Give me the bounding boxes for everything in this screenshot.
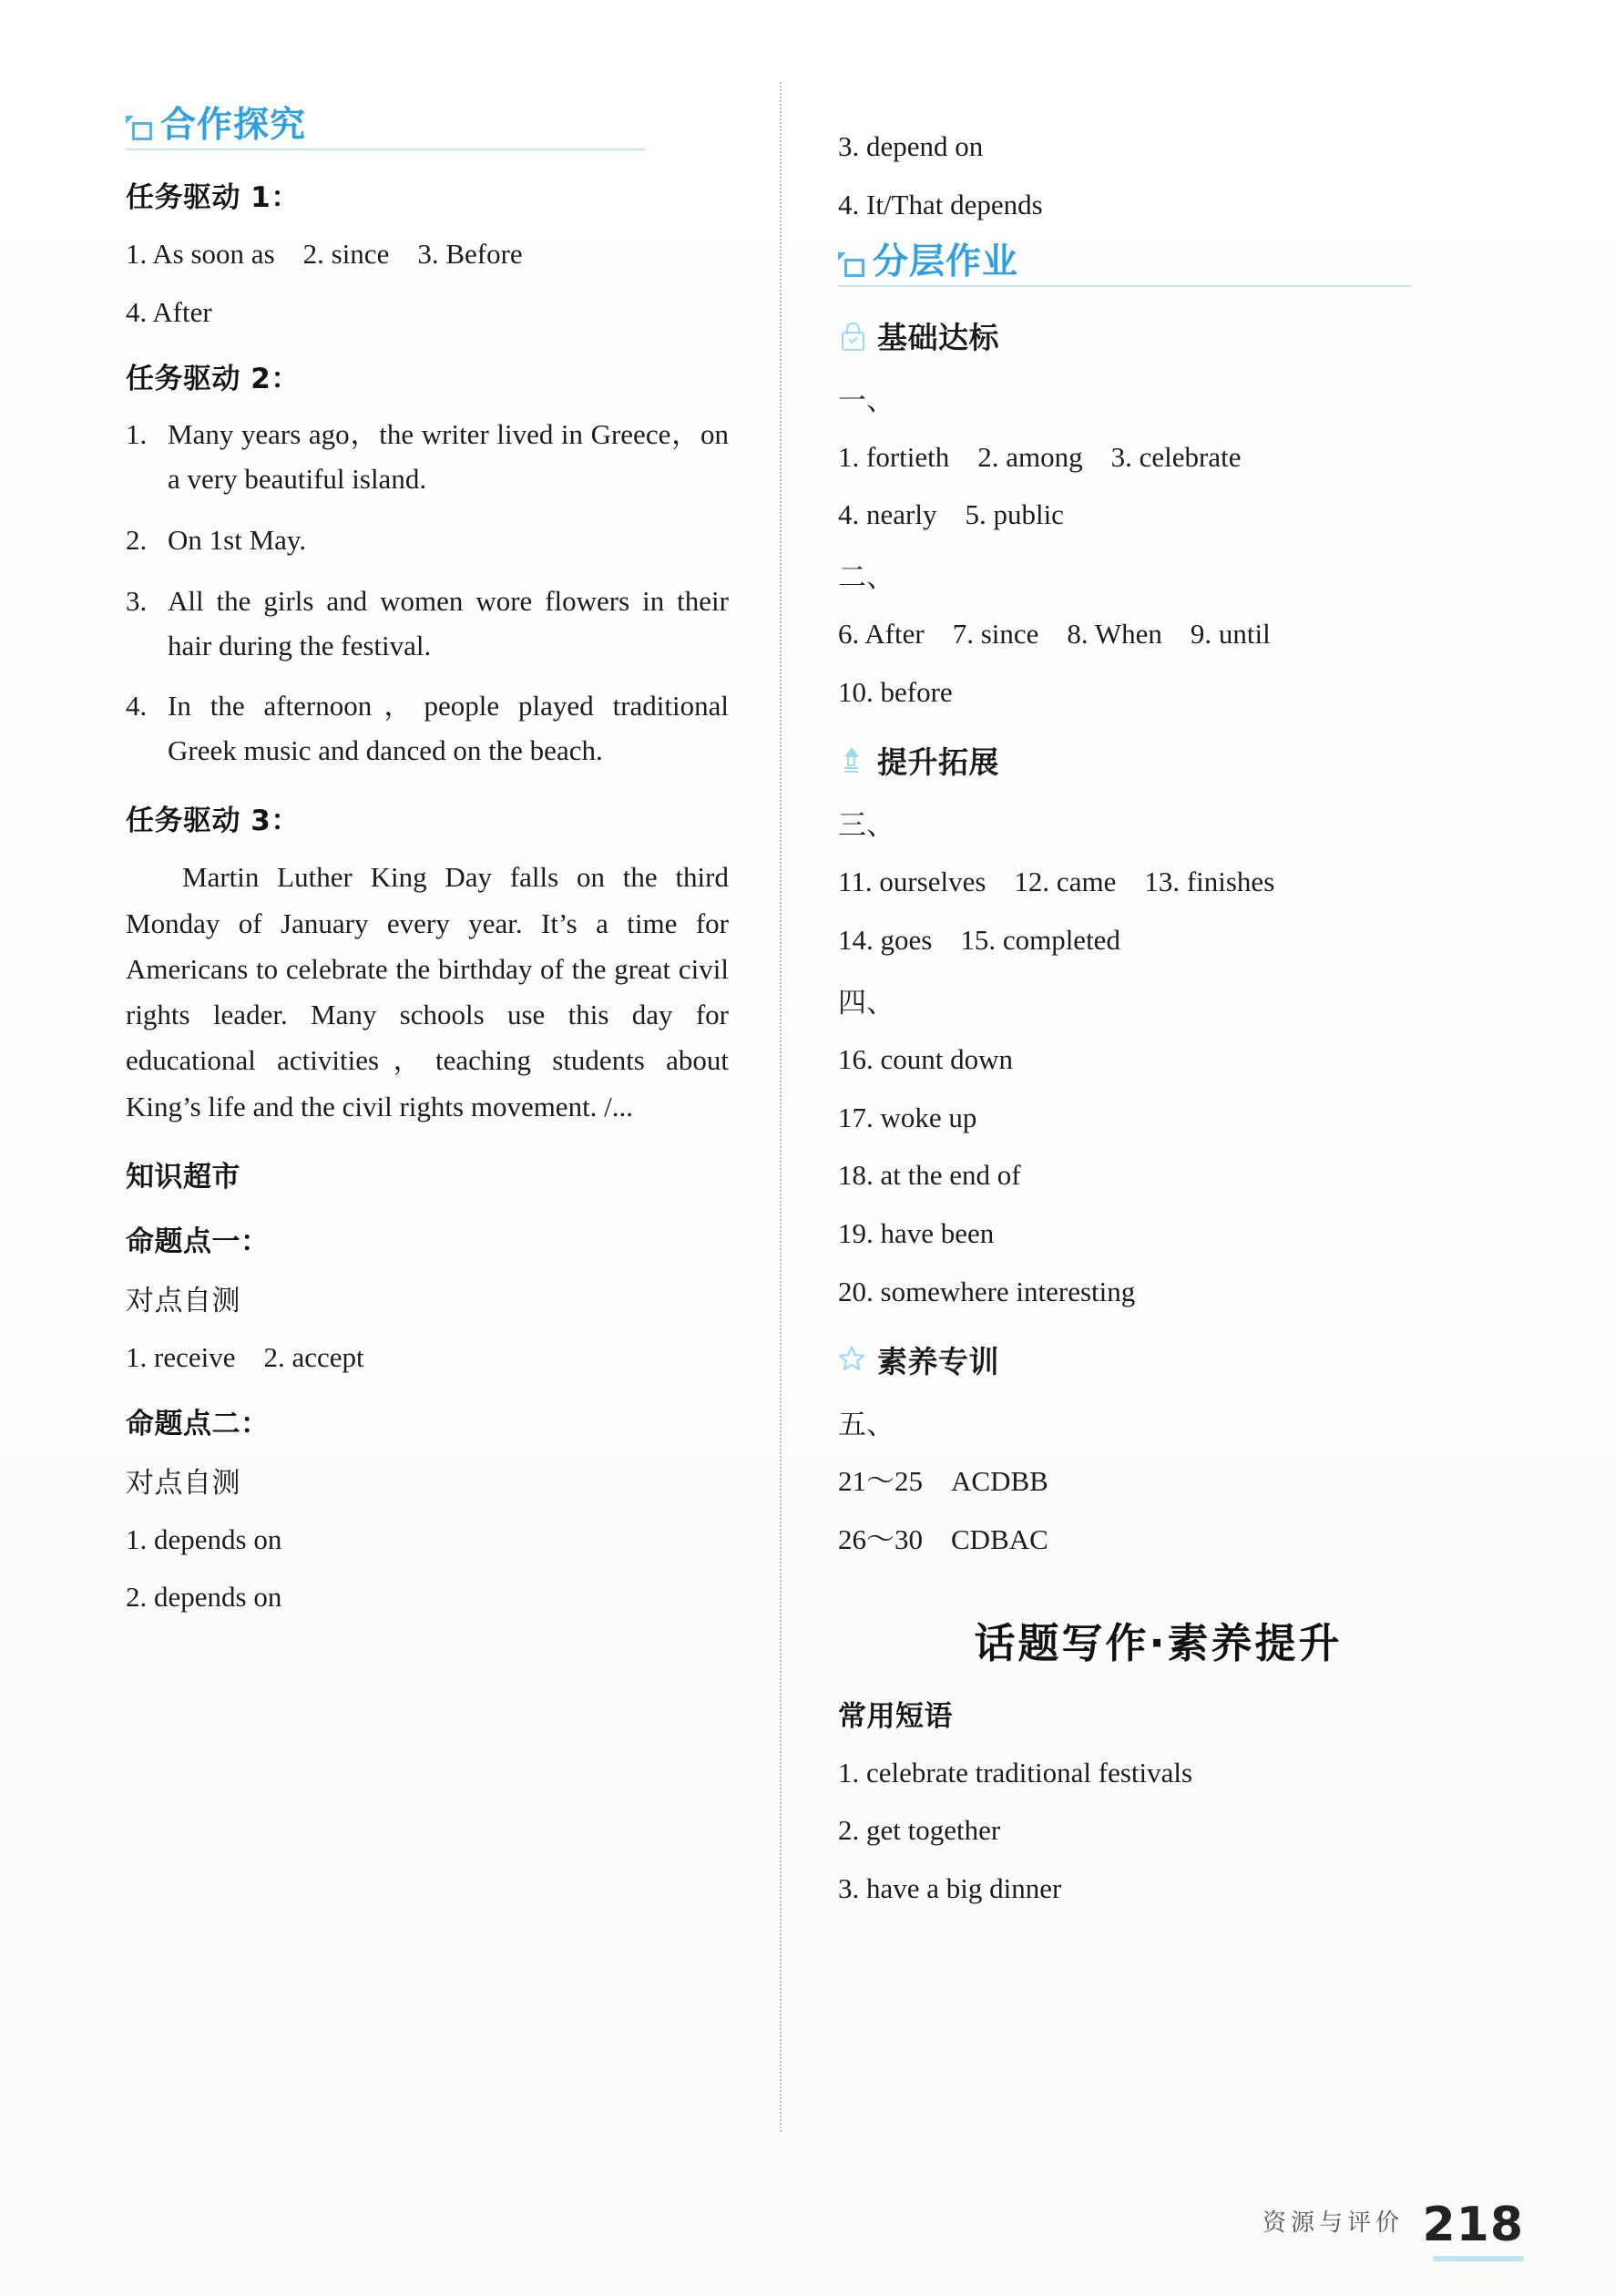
list-marker: 1. bbox=[126, 417, 148, 450]
group-2-line-1: 6. After 7. since 8. When 9. until bbox=[838, 618, 1271, 651]
knowledge-point-2-answer-line-2: 2. depends on bbox=[126, 1581, 282, 1614]
task2-item-3 bbox=[126, 579, 729, 669]
knowledge-title: 知识超市 bbox=[126, 1160, 240, 1194]
list-text: On 1st May. bbox=[168, 523, 307, 556]
list-text: All the girls and women wore flowers in their hair during the festival. bbox=[168, 584, 729, 661]
section-header-cooperative-inquiry bbox=[126, 105, 729, 146]
group-1-line-2: 4. nearly 5. public bbox=[838, 498, 1064, 531]
group-3-line-1: 11. ourselves 12. came 13. finishes bbox=[838, 866, 1275, 897]
group-label-4: 四、 bbox=[838, 986, 894, 1019]
star-icon bbox=[838, 1345, 865, 1374]
group-2-line-2: 10. before bbox=[838, 676, 953, 709]
list-text: In the afternoon，people played traditional Greek music and danced on the beach. bbox=[168, 690, 729, 767]
group-label-1: 一、 bbox=[838, 384, 894, 416]
carryover-answer-3: 3. depend on bbox=[838, 130, 984, 162]
group-4-line-5: 20. somewhere interesting bbox=[838, 1276, 1136, 1308]
group-4-line-3: 18. at the end of bbox=[838, 1159, 1021, 1192]
carryover-answer-4: 4. It/That depends bbox=[838, 188, 1043, 220]
task2-title: 任务驱动 2： bbox=[126, 362, 300, 395]
group-4-line-1: 16. count down bbox=[838, 1042, 1014, 1075]
right-column bbox=[783, 0, 1615, 2168]
subsection-label: 素养专训 bbox=[877, 1343, 999, 1379]
subsection-header-basic bbox=[838, 314, 1478, 357]
group-4-line-4: 19. have been bbox=[838, 1217, 995, 1250]
writing-subtitle: 常用短语 bbox=[838, 1699, 953, 1733]
section-rule bbox=[838, 285, 1412, 287]
section-header-label: 分层作业 bbox=[873, 241, 1019, 282]
subsection-label: 基础达标 bbox=[877, 319, 999, 355]
group-label-5: 五、 bbox=[838, 1408, 894, 1440]
knowledge-point-1-subtitle: 对点自测 bbox=[126, 1284, 240, 1317]
subsection-header-literacy bbox=[838, 1338, 1478, 1381]
group-4-line-2: 17. woke up bbox=[838, 1101, 977, 1133]
up-arrow-icon bbox=[838, 746, 865, 775]
group-3-line-2: 14. goes 15. completed bbox=[838, 923, 1120, 956]
list-marker: 2. bbox=[126, 523, 148, 556]
group-label-3: 三、 bbox=[838, 809, 894, 841]
task2-item-4 bbox=[126, 684, 729, 774]
knowledge-point-2-subtitle: 对点自测 bbox=[126, 1466, 240, 1500]
group-label-2: 二、 bbox=[838, 561, 894, 594]
writing-phrase-2: 2. get together bbox=[838, 1814, 1001, 1847]
writing-phrase-3: 3. have a big dinner bbox=[838, 1872, 1062, 1905]
task3-title: 任务驱动 3： bbox=[126, 805, 300, 838]
knowledge-point-2-title: 命题点二： bbox=[126, 1407, 270, 1440]
group-1-line-1: 1. fortieth 2. among 3. celebrate bbox=[838, 440, 1242, 473]
list-marker: 4. bbox=[126, 690, 148, 723]
corner-fold-icon bbox=[838, 252, 862, 276]
lock-icon bbox=[838, 321, 865, 350]
group-5-line-2: 26～30 CDBAC bbox=[838, 1522, 1048, 1555]
knowledge-point-1-title: 命题点一： bbox=[126, 1225, 270, 1258]
task1-title: 任务驱动 1： bbox=[126, 180, 300, 214]
task2-item-1 bbox=[126, 413, 729, 502]
task1-answers-line-2: 4. After bbox=[126, 295, 212, 328]
list-text: Many years ago，the writer lived in Greece，on a very beautiful island. bbox=[168, 417, 729, 495]
group-5-line-1: 21～25 ACDBB bbox=[838, 1464, 1048, 1497]
page-number-underline bbox=[1433, 2256, 1524, 2261]
task2-item-2 bbox=[126, 518, 729, 563]
page-number: 218 bbox=[1422, 2198, 1524, 2252]
column-divider bbox=[780, 82, 782, 2132]
left-column bbox=[0, 0, 783, 2168]
page-footer bbox=[0, 2183, 1615, 2265]
knowledge-point-1-answers: 1. receive 2. accept bbox=[126, 1340, 364, 1373]
corner-fold-icon bbox=[126, 116, 149, 139]
subsection-header-advanced bbox=[838, 739, 1478, 782]
writing-section-title: 话题写作·素养提升 bbox=[974, 1618, 1343, 1667]
task1-answers-line-1: 1. As soon as 2. since 3. Before bbox=[126, 237, 523, 270]
footer-brand: 资源与评价 bbox=[1262, 2209, 1404, 2237]
section-header-layered-homework bbox=[838, 241, 1478, 282]
task3-paragraph: Martin Luther King Day falls on the third Monday of January every year. It’s a time for Americans to celebrate the birthday of the great civil rights leader. Many schools use this day for educational activities，teaching students about King’s life and the civil rights movement. /... bbox=[126, 861, 729, 1122]
section-rule bbox=[126, 149, 645, 150]
subsection-label: 提升拓展 bbox=[877, 744, 999, 780]
list-marker: 3. bbox=[126, 584, 148, 617]
writing-phrase-1: 1. celebrate traditional festivals bbox=[838, 1756, 1193, 1789]
section-header-label: 合作探究 bbox=[160, 105, 307, 146]
knowledge-point-2-answer-line-1: 1. depends on bbox=[126, 1522, 282, 1555]
